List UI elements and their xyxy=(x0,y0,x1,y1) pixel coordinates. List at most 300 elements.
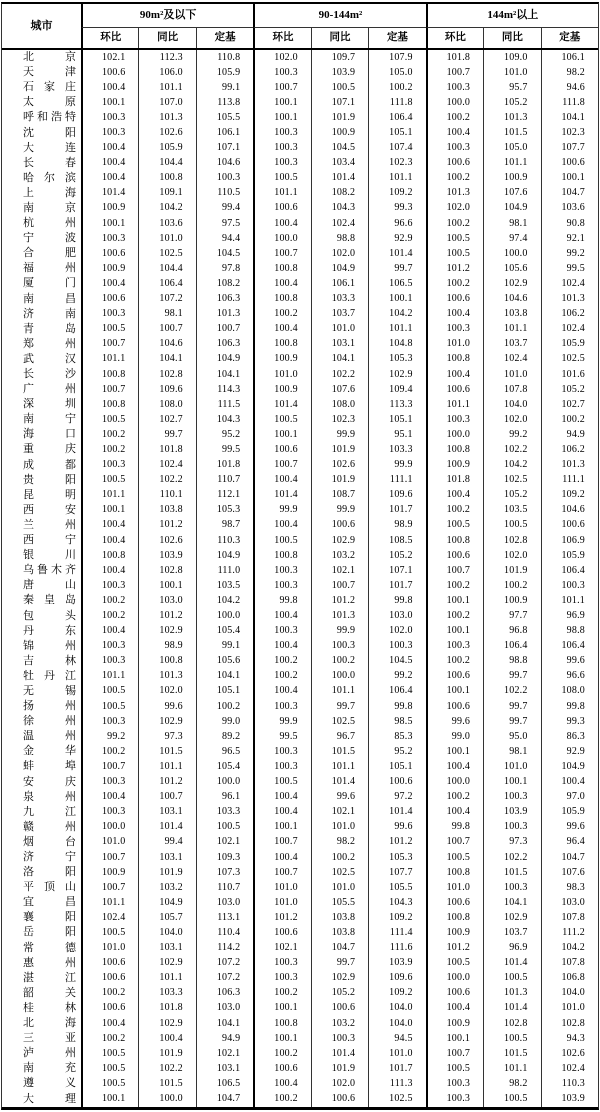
header-group-144-above: 144m²以上 xyxy=(426,4,598,28)
value-cell-fixed-base: 103.5 xyxy=(196,578,253,593)
value-cell-fixed-base: 104.3 xyxy=(368,895,425,910)
value-cell-fixed-base: 105.4 xyxy=(196,624,253,639)
value-cell-fixed-base: 102.5 xyxy=(541,352,598,367)
value-cell-mom: 100.6 xyxy=(253,201,310,216)
value-cell-yoy: 102.0 xyxy=(483,412,540,427)
value-cell-mom: 100.7 xyxy=(81,759,138,774)
city-name: 银川 xyxy=(23,549,76,562)
value-cell-yoy: 102.9 xyxy=(138,714,195,729)
city-name: 金华 xyxy=(23,745,76,758)
value-cell-yoy: 102.0 xyxy=(483,548,540,563)
value-cell-mom: 99.5 xyxy=(253,729,310,744)
value-cell-fixed-base: 102.9 xyxy=(368,367,425,382)
value-cell-yoy: 100.2 xyxy=(483,578,540,593)
table-row xyxy=(2,910,598,925)
value-cell-fixed-base: 99.2 xyxy=(368,669,425,684)
city-cell xyxy=(2,1091,81,1106)
value-cell-yoy: 100.8 xyxy=(138,171,195,186)
city-cell xyxy=(2,473,81,488)
value-cell-mom: 100.6 xyxy=(426,156,483,171)
city-name: 呼和浩特 xyxy=(23,111,76,124)
city-name: 太原 xyxy=(23,96,76,109)
city-name: 深圳 xyxy=(23,398,76,411)
value-cell-mom: 100.7 xyxy=(81,850,138,865)
value-cell-mom: 100.1 xyxy=(253,110,310,125)
value-cell-fixed-base: 105.1 xyxy=(196,684,253,699)
city-cell xyxy=(2,65,81,80)
value-cell-yoy: 100.3 xyxy=(483,820,540,835)
value-cell-yoy: 105.5 xyxy=(311,895,368,910)
value-cell-fixed-base: 103.9 xyxy=(541,1091,598,1106)
value-cell-yoy: 100.8 xyxy=(138,654,195,669)
value-cell-fixed-base: 94.9 xyxy=(196,1031,253,1046)
table-row xyxy=(2,1091,598,1106)
table-body xyxy=(2,50,598,1107)
value-cell-mom: 100.8 xyxy=(81,397,138,412)
value-cell-fixed-base: 103.9 xyxy=(368,956,425,971)
value-cell-yoy: 110.1 xyxy=(138,488,195,503)
value-cell-fixed-base: 95.1 xyxy=(368,427,425,442)
city-name: 乌鲁木齐 xyxy=(23,564,76,577)
value-cell-mom: 100.4 xyxy=(253,518,310,533)
value-cell-fixed-base: 110.3 xyxy=(196,533,253,548)
value-cell-fixed-base: 102.3 xyxy=(368,156,425,171)
value-cell-mom: 100.7 xyxy=(253,835,310,850)
value-cell-yoy: 99.7 xyxy=(483,714,540,729)
value-cell-fixed-base: 105.5 xyxy=(368,880,425,895)
value-cell-yoy: 103.3 xyxy=(138,986,195,1001)
value-cell-mom: 100.1 xyxy=(81,216,138,231)
city-cell xyxy=(2,608,81,623)
city-name: 石家庄 xyxy=(23,81,76,94)
value-cell-yoy: 98.9 xyxy=(138,639,195,654)
value-cell-fixed-base: 100.3 xyxy=(368,639,425,654)
table-row xyxy=(2,835,598,850)
value-cell-mom: 100.2 xyxy=(253,1091,310,1106)
value-cell-mom: 100.1 xyxy=(426,624,483,639)
value-cell-mom: 100.4 xyxy=(81,790,138,805)
value-cell-yoy: 104.9 xyxy=(311,261,368,276)
city-cell xyxy=(2,156,81,171)
value-cell-fixed-base: 107.1 xyxy=(368,563,425,578)
value-cell-mom: 102.0 xyxy=(253,50,310,65)
value-cell-fixed-base: 102.8 xyxy=(541,1016,598,1031)
value-cell-mom: 101.1 xyxy=(81,488,138,503)
value-cell-yoy: 101.5 xyxy=(311,744,368,759)
value-cell-yoy: 107.6 xyxy=(311,382,368,397)
table-row xyxy=(2,1031,598,1046)
city-name: 烟台 xyxy=(23,835,76,848)
value-cell-fixed-base: 109.4 xyxy=(368,382,425,397)
value-cell-fixed-base: 99.1 xyxy=(196,80,253,95)
table-row xyxy=(2,488,598,503)
value-cell-fixed-base: 96.9 xyxy=(541,608,598,623)
value-cell-mom: 100.5 xyxy=(426,1061,483,1076)
value-cell-yoy: 101.4 xyxy=(483,1001,540,1016)
value-cell-fixed-base: 105.9 xyxy=(541,337,598,352)
value-cell-fixed-base: 108.0 xyxy=(541,684,598,699)
value-cell-fixed-base: 100.6 xyxy=(541,156,598,171)
table-row xyxy=(2,397,598,412)
value-cell-fixed-base: 89.2 xyxy=(196,729,253,744)
value-cell-mom: 100.3 xyxy=(253,624,310,639)
value-cell-yoy: 103.9 xyxy=(311,65,368,80)
value-cell-fixed-base: 106.1 xyxy=(541,50,598,65)
city-cell xyxy=(2,1076,81,1091)
city-name: 宜昌 xyxy=(23,896,76,909)
value-cell-mom: 100.4 xyxy=(426,125,483,140)
value-cell-fixed-base: 96.6 xyxy=(368,216,425,231)
city-name: 常德 xyxy=(23,941,76,954)
city-cell xyxy=(2,246,81,261)
value-cell-mom: 100.2 xyxy=(81,593,138,608)
value-cell-mom: 100.4 xyxy=(81,171,138,186)
value-cell-mom: 100.4 xyxy=(253,1076,310,1091)
value-cell-mom: 100.5 xyxy=(426,518,483,533)
value-cell-mom: 100.9 xyxy=(81,201,138,216)
value-cell-mom: 100.3 xyxy=(253,971,310,986)
value-cell-yoy: 103.5 xyxy=(483,503,540,518)
value-cell-yoy: 103.1 xyxy=(138,805,195,820)
table-row xyxy=(2,1046,598,1061)
value-cell-fixed-base: 106.3 xyxy=(196,292,253,307)
value-cell-mom: 101.0 xyxy=(426,337,483,352)
city-cell xyxy=(2,593,81,608)
value-cell-fixed-base: 106.9 xyxy=(541,533,598,548)
value-cell-fixed-base: 105.1 xyxy=(368,125,425,140)
value-cell-mom: 100.3 xyxy=(426,322,483,337)
value-cell-mom: 100.1 xyxy=(426,1031,483,1046)
value-cell-fixed-base: 104.3 xyxy=(196,412,253,427)
value-cell-fixed-base: 104.8 xyxy=(368,337,425,352)
table-row xyxy=(2,95,598,110)
value-cell-mom: 100.8 xyxy=(253,261,310,276)
value-cell-mom: 102.4 xyxy=(81,910,138,925)
value-cell-yoy: 98.2 xyxy=(311,835,368,850)
value-cell-fixed-base: 105.5 xyxy=(196,110,253,125)
city-cell xyxy=(2,231,81,246)
value-cell-fixed-base: 102.4 xyxy=(541,322,598,337)
value-cell-fixed-base: 99.6 xyxy=(368,820,425,835)
value-cell-fixed-base: 105.0 xyxy=(368,65,425,80)
city-name: 九江 xyxy=(23,805,76,818)
value-cell-yoy: 101.0 xyxy=(138,231,195,246)
value-cell-fixed-base: 104.0 xyxy=(368,1016,425,1031)
value-cell-mom: 100.5 xyxy=(253,533,310,548)
value-cell-yoy: 104.6 xyxy=(483,292,540,307)
city-cell xyxy=(2,503,81,518)
city-name: 唐山 xyxy=(23,579,76,592)
value-cell-mom: 100.4 xyxy=(253,276,310,291)
city-cell xyxy=(2,790,81,805)
value-cell-mom: 101.0 xyxy=(253,895,310,910)
value-cell-yoy: 102.4 xyxy=(138,458,195,473)
city-cell xyxy=(2,337,81,352)
value-cell-mom: 100.2 xyxy=(81,986,138,1001)
value-cell-fixed-base: 109.3 xyxy=(196,850,253,865)
value-cell-fixed-base: 102.0 xyxy=(368,624,425,639)
value-cell-fixed-base: 101.1 xyxy=(368,171,425,186)
value-cell-mom: 100.2 xyxy=(426,276,483,291)
value-cell-yoy: 109.1 xyxy=(138,186,195,201)
value-cell-fixed-base: 99.1 xyxy=(196,639,253,654)
value-cell-fixed-base: 105.1 xyxy=(368,759,425,774)
value-cell-fixed-base: 102.1 xyxy=(196,835,253,850)
value-cell-mom: 101.1 xyxy=(81,352,138,367)
table-row xyxy=(2,473,598,488)
city-name: 牡丹江 xyxy=(23,669,76,682)
city-cell xyxy=(2,442,81,457)
city-name: 南充 xyxy=(23,1062,76,1075)
value-cell-mom: 100.2 xyxy=(426,578,483,593)
value-cell-yoy: 103.1 xyxy=(138,941,195,956)
table-row xyxy=(2,639,598,654)
value-cell-yoy: 100.6 xyxy=(311,518,368,533)
city-cell xyxy=(2,835,81,850)
value-cell-yoy: 101.1 xyxy=(483,322,540,337)
value-cell-mom: 100.8 xyxy=(426,910,483,925)
table-row xyxy=(2,805,598,820)
value-cell-fixed-base: 104.1 xyxy=(196,1016,253,1031)
value-cell-yoy: 102.8 xyxy=(483,1016,540,1031)
value-cell-fixed-base: 104.9 xyxy=(196,352,253,367)
value-cell-yoy: 105.9 xyxy=(138,141,195,156)
value-cell-fixed-base: 113.3 xyxy=(368,397,425,412)
value-cell-fixed-base: 101.7 xyxy=(368,503,425,518)
value-cell-fixed-base: 107.8 xyxy=(541,956,598,971)
value-cell-mom: 100.8 xyxy=(426,442,483,457)
value-cell-fixed-base: 100.2 xyxy=(541,412,598,427)
value-cell-fixed-base: 101.0 xyxy=(368,1046,425,1061)
city-name: 厦门 xyxy=(23,277,76,290)
value-cell-mom: 100.1 xyxy=(253,1031,310,1046)
table-row xyxy=(2,669,598,684)
value-cell-mom: 100.2 xyxy=(253,654,310,669)
value-cell-fixed-base: 106.5 xyxy=(196,1076,253,1091)
value-cell-yoy: 101.4 xyxy=(311,171,368,186)
value-cell-mom: 100.2 xyxy=(426,110,483,125)
value-cell-mom: 100.9 xyxy=(81,865,138,880)
city-cell xyxy=(2,744,81,759)
value-cell-mom: 100.2 xyxy=(426,216,483,231)
city-name: 韶关 xyxy=(23,986,76,999)
value-cell-fixed-base: 101.1 xyxy=(368,322,425,337)
table-row xyxy=(2,141,598,156)
value-cell-yoy: 102.2 xyxy=(311,367,368,382)
value-cell-yoy: 103.8 xyxy=(138,503,195,518)
value-cell-yoy: 100.3 xyxy=(311,639,368,654)
value-cell-yoy: 102.1 xyxy=(311,563,368,578)
value-cell-yoy: 101.9 xyxy=(311,110,368,125)
city-name: 福州 xyxy=(23,262,76,275)
value-cell-fixed-base: 95.2 xyxy=(196,427,253,442)
city-name: 哈尔滨 xyxy=(23,171,76,184)
value-cell-yoy: 99.6 xyxy=(138,699,195,714)
city-name: 吉林 xyxy=(23,654,76,667)
value-cell-yoy: 100.0 xyxy=(138,1091,195,1106)
value-cell-fixed-base: 92.1 xyxy=(541,231,598,246)
value-cell-yoy: 104.4 xyxy=(138,261,195,276)
value-cell-fixed-base: 103.0 xyxy=(368,608,425,623)
value-cell-yoy: 100.5 xyxy=(311,80,368,95)
city-price-index-table xyxy=(1,2,599,1110)
value-cell-yoy: 104.9 xyxy=(483,201,540,216)
header-sub-mom: 环比 xyxy=(426,28,483,48)
value-cell-fixed-base: 98.2 xyxy=(541,65,598,80)
value-cell-yoy: 100.6 xyxy=(311,1091,368,1106)
value-cell-fixed-base: 104.2 xyxy=(196,593,253,608)
value-cell-yoy: 100.9 xyxy=(483,171,540,186)
value-cell-fixed-base: 104.2 xyxy=(368,307,425,322)
value-cell-mom: 102.1 xyxy=(253,941,310,956)
value-cell-fixed-base: 111.4 xyxy=(368,925,425,940)
value-cell-yoy: 99.6 xyxy=(311,790,368,805)
value-cell-yoy: 100.6 xyxy=(311,1001,368,1016)
table-row xyxy=(2,865,598,880)
table-row xyxy=(2,427,598,442)
value-cell-yoy: 97.4 xyxy=(483,231,540,246)
value-cell-fixed-base: 104.7 xyxy=(541,186,598,201)
value-cell-yoy: 102.5 xyxy=(138,246,195,261)
value-cell-mom: 100.7 xyxy=(81,880,138,895)
value-cell-mom: 100.1 xyxy=(426,684,483,699)
header-group-90-below: 90m²及以下 xyxy=(81,4,253,28)
table-row xyxy=(2,895,598,910)
city-name: 北京 xyxy=(23,51,76,64)
value-cell-fixed-base: 101.6 xyxy=(541,367,598,382)
header-sub-mom: 环比 xyxy=(253,28,310,48)
value-cell-yoy: 103.2 xyxy=(311,1016,368,1031)
city-cell xyxy=(2,563,81,578)
value-cell-yoy: 97.7 xyxy=(483,608,540,623)
value-cell-yoy: 104.7 xyxy=(311,941,368,956)
value-cell-mom: 100.5 xyxy=(81,1076,138,1091)
value-cell-mom: 100.5 xyxy=(253,775,310,790)
value-cell-mom: 100.6 xyxy=(81,1001,138,1016)
value-cell-yoy: 97.3 xyxy=(138,729,195,744)
value-cell-yoy: 100.5 xyxy=(483,1091,540,1106)
value-cell-fixed-base: 92.9 xyxy=(368,231,425,246)
city-name: 济宁 xyxy=(23,851,76,864)
value-cell-fixed-base: 104.6 xyxy=(196,156,253,171)
value-cell-yoy: 101.5 xyxy=(138,744,195,759)
value-cell-fixed-base: 111.8 xyxy=(368,95,425,110)
value-cell-mom: 100.2 xyxy=(426,608,483,623)
city-cell xyxy=(2,141,81,156)
value-cell-fixed-base: 109.6 xyxy=(368,488,425,503)
value-cell-fixed-base: 106.5 xyxy=(368,276,425,291)
city-name: 无锡 xyxy=(23,684,76,697)
city-cell xyxy=(2,427,81,442)
value-cell-mom: 100.0 xyxy=(81,820,138,835)
value-cell-mom: 100.3 xyxy=(253,759,310,774)
city-name: 海口 xyxy=(23,428,76,441)
city-cell xyxy=(2,322,81,337)
value-cell-mom: 100.2 xyxy=(426,790,483,805)
city-cell xyxy=(2,759,81,774)
value-cell-mom: 100.3 xyxy=(253,744,310,759)
value-cell-mom: 100.4 xyxy=(426,367,483,382)
city-cell xyxy=(2,654,81,669)
value-cell-yoy: 102.2 xyxy=(138,473,195,488)
table-row xyxy=(2,548,598,563)
value-cell-yoy: 101.8 xyxy=(138,442,195,457)
value-cell-fixed-base: 101.3 xyxy=(541,292,598,307)
value-cell-yoy: 108.0 xyxy=(138,397,195,412)
city-name: 沈阳 xyxy=(23,126,76,139)
value-cell-mom: 100.4 xyxy=(426,307,483,322)
value-cell-mom: 100.0 xyxy=(253,231,310,246)
table-row xyxy=(2,65,598,80)
value-cell-mom: 100.3 xyxy=(426,141,483,156)
value-cell-yoy: 100.3 xyxy=(483,880,540,895)
value-cell-yoy: 108.0 xyxy=(311,397,368,412)
table-row xyxy=(2,518,598,533)
table-row xyxy=(2,156,598,171)
value-cell-mom: 100.4 xyxy=(253,684,310,699)
value-cell-mom: 100.9 xyxy=(426,458,483,473)
value-cell-fixed-base: 100.7 xyxy=(196,322,253,337)
value-cell-yoy: 98.1 xyxy=(483,744,540,759)
city-cell xyxy=(2,578,81,593)
value-cell-yoy: 101.3 xyxy=(138,669,195,684)
value-cell-fixed-base: 111.5 xyxy=(196,397,253,412)
value-cell-yoy: 101.3 xyxy=(483,110,540,125)
city-cell xyxy=(2,910,81,925)
value-cell-mom: 100.2 xyxy=(426,171,483,186)
value-cell-yoy: 103.2 xyxy=(311,548,368,563)
city-cell xyxy=(2,261,81,276)
value-cell-mom: 100.3 xyxy=(426,80,483,95)
value-cell-yoy: 100.3 xyxy=(483,790,540,805)
value-cell-fixed-base: 100.6 xyxy=(541,518,598,533)
value-cell-mom: 100.5 xyxy=(81,322,138,337)
table-row xyxy=(2,201,598,216)
value-cell-mom: 100.8 xyxy=(426,533,483,548)
value-cell-mom: 102.1 xyxy=(81,50,138,65)
city-cell xyxy=(2,50,81,65)
city-name: 青岛 xyxy=(23,322,76,335)
value-cell-fixed-base: 109.2 xyxy=(368,186,425,201)
city-name: 桂林 xyxy=(23,1001,76,1014)
value-cell-mom: 100.6 xyxy=(253,1061,310,1076)
value-cell-mom: 100.6 xyxy=(253,925,310,940)
value-cell-fixed-base: 99.4 xyxy=(196,201,253,216)
city-cell xyxy=(2,548,81,563)
city-cell xyxy=(2,382,81,397)
value-cell-fixed-base: 101.4 xyxy=(368,805,425,820)
value-cell-fixed-base: 110.4 xyxy=(196,925,253,940)
value-cell-yoy: 103.8 xyxy=(311,910,368,925)
value-cell-yoy: 96.8 xyxy=(483,624,540,639)
value-cell-yoy: 105.7 xyxy=(138,910,195,925)
value-cell-yoy: 103.2 xyxy=(138,880,195,895)
value-cell-fixed-base: 110.7 xyxy=(196,473,253,488)
value-cell-mom: 101.4 xyxy=(81,186,138,201)
value-cell-yoy: 103.7 xyxy=(483,925,540,940)
value-cell-mom: 100.8 xyxy=(81,367,138,382)
value-cell-fixed-base: 113.8 xyxy=(196,95,253,110)
value-cell-mom: 101.4 xyxy=(253,397,310,412)
value-cell-fixed-base: 98.9 xyxy=(368,518,425,533)
value-cell-fixed-base: 103.6 xyxy=(541,201,598,216)
value-cell-mom: 100.2 xyxy=(253,1046,310,1061)
value-cell-yoy: 102.6 xyxy=(311,458,368,473)
value-cell-mom: 100.5 xyxy=(81,412,138,427)
value-cell-fixed-base: 85.3 xyxy=(368,729,425,744)
value-cell-yoy: 101.0 xyxy=(483,65,540,80)
value-cell-mom: 101.8 xyxy=(426,473,483,488)
